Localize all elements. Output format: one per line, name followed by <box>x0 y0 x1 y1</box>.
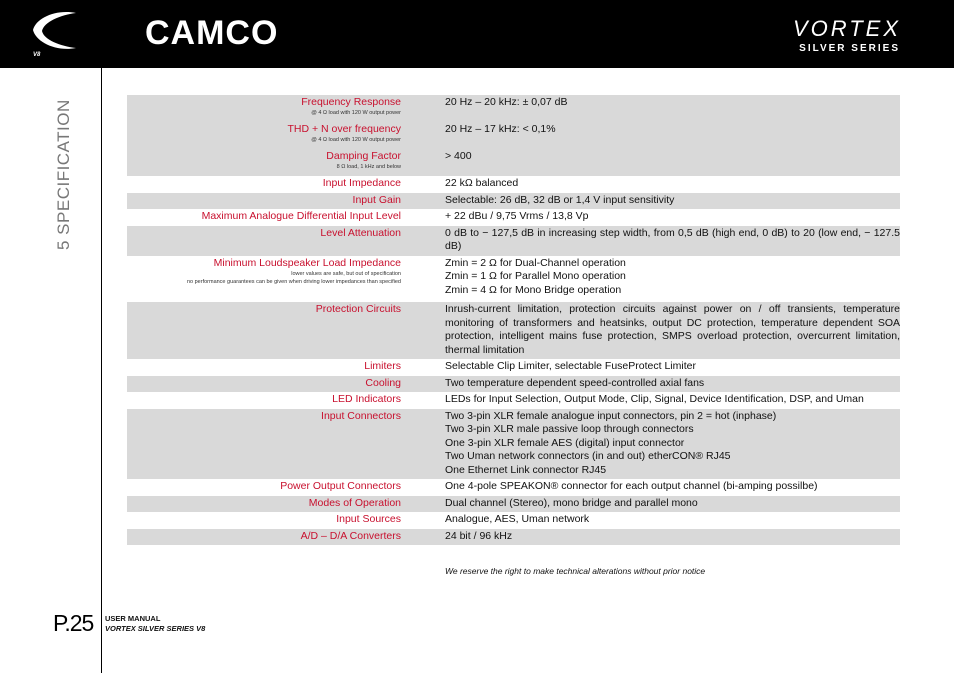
spec-value: Two temperature dependent speed-controlled axial fans <box>445 376 705 389</box>
spec-gap-cell <box>401 176 445 193</box>
spec-gap-cell <box>401 359 445 376</box>
spec-row <box>127 149 900 176</box>
spec-gap-cell <box>401 209 445 226</box>
section-title: 5 SPECIFICATION <box>54 99 73 250</box>
page-number: P.25 <box>53 610 94 636</box>
spec-value-cell <box>445 409 900 480</box>
spec-label-cell <box>127 529 401 546</box>
margin-divider <box>101 68 102 673</box>
spec-gap-cell <box>401 193 445 210</box>
spec-label-cell <box>127 256 401 303</box>
spec-gap-cell <box>401 409 445 480</box>
spec-label: Minimum Loudspeaker Load Impedance <box>213 256 401 269</box>
spec-value-cell <box>445 95 900 122</box>
spec-label: Level Attenuation <box>320 226 401 239</box>
spec-row <box>127 122 900 149</box>
spec-value: One Ethernet Link connector RJ45 <box>445 463 607 476</box>
spec-label: Input Sources <box>336 513 401 525</box>
spec-label-cell <box>127 496 401 513</box>
spec-gap-cell <box>401 496 445 513</box>
spec-label: Damping Factor <box>326 150 401 162</box>
spec-label-cell <box>127 512 401 529</box>
spec-value-cell <box>445 496 900 513</box>
spec-row <box>127 193 900 210</box>
spec-value: 22 kΩ balanced <box>445 177 519 189</box>
spec-row <box>127 359 900 376</box>
spec-value: Dual channel (Stereo), mono bridge and parallel mono <box>445 496 698 509</box>
spec-label: LED Indicators <box>332 393 401 405</box>
spec-value-cell <box>445 122 900 149</box>
spec-value: Selectable: 26 dB, 32 dB or 1,4 V input sensitivity <box>445 193 675 206</box>
spec-label-note: @ 4 Ω load with 120 W output power <box>311 110 401 116</box>
spec-label-note: 8 Ω load, 1 kHz and below <box>336 164 401 170</box>
spec-value-cell <box>445 392 900 409</box>
spec-value: Two 3-pin XLR female analogue input connectors, pin 2 = hot (inphase) <box>445 409 777 422</box>
spec-gap-cell <box>401 392 445 409</box>
spec-value: Zmin = 4 Ω for Mono Bridge operation <box>445 283 622 296</box>
spec-value: + 22 dBu / 9,75 Vrms / 13,8 Vp <box>445 210 589 222</box>
spec-value: 24 bit / 96 kHz <box>445 529 513 542</box>
spec-gap-cell <box>401 302 445 359</box>
header-bar <box>0 0 954 68</box>
spec-gap-cell <box>401 479 445 496</box>
footer-line-1: USER MANUAL <box>105 614 161 623</box>
spec-row <box>127 226 900 256</box>
spec-label: Power Output Connectors <box>280 480 401 492</box>
spec-label-cell <box>127 226 401 256</box>
footer-line-2: VORTEX SILVER SERIES V8 <box>105 624 206 633</box>
spec-gap-cell <box>401 95 445 122</box>
spec-label: A/D – D/A Converters <box>300 529 401 542</box>
spec-row <box>127 496 900 513</box>
spec-row <box>127 209 900 226</box>
spec-value-cell <box>445 512 900 529</box>
spec-row <box>127 479 900 496</box>
spec-row <box>127 302 900 359</box>
spec-value: Selectable Clip Limiter, selectable FuseProtect Limiter <box>445 360 696 372</box>
spec-label-cell <box>127 479 401 496</box>
spec-label-cell <box>127 149 401 176</box>
model-tag: V8 <box>33 52 41 58</box>
spec-gap-cell <box>401 256 445 303</box>
spec-row <box>127 256 900 303</box>
spec-label-cell <box>127 392 401 409</box>
spec-value: One 4-pole SPEAKON® connector for each output channel (bi-amping possilbe) <box>445 480 818 492</box>
spec-value-cell <box>445 226 900 256</box>
spec-value: 0 dB to − 127,5 dB in increasing step width, from 0,5 dB (high end, 0 dB) to 20 (low end, − 127.5 dB) <box>445 226 900 252</box>
spec-value: Inrush-current limitation, protection circuits against power on / off transients, temperature monitoring of transformers and heatsinks, output DC protection, temperature dependent SOA protection, intelligent mains fuse protection, SMPS overload protection, overcurrent limitation, thermal limitation <box>445 303 900 356</box>
spec-value-cell <box>445 479 900 496</box>
spec-label-cell <box>127 409 401 480</box>
spec-label-cell <box>127 95 401 122</box>
spec-row <box>127 392 900 409</box>
brand-logo: CAMCO <box>145 14 279 52</box>
spec-label-note: no performance guarantees can be given when driving lower impedances than specified <box>186 278 401 285</box>
spec-value: > 400 <box>445 150 472 162</box>
footer-manual-label <box>105 614 205 634</box>
spec-label-cell <box>127 176 401 193</box>
spec-value-cell <box>445 256 900 303</box>
footnote: We reserve the right to make technical alterations without prior notice <box>445 566 706 576</box>
spec-row <box>127 529 900 546</box>
spec-label: Input Gain <box>352 193 401 206</box>
spec-gap-cell <box>401 376 445 393</box>
spec-label: Modes of Operation <box>308 496 401 509</box>
spec-label: Input Connectors <box>321 409 401 422</box>
spec-value-cell <box>445 529 900 546</box>
camco-swoosh-logo-icon <box>30 10 78 52</box>
spec-value-cell <box>445 302 900 359</box>
spec-gap-cell <box>401 149 445 176</box>
spec-value: 20 Hz – 17 kHz: < 0,1% <box>445 123 556 135</box>
spec-value-cell <box>445 359 900 376</box>
spec-row <box>127 409 900 480</box>
spec-label: Input Impedance <box>322 177 401 189</box>
spec-label: THD + N over frequency <box>287 123 401 135</box>
spec-value-cell <box>445 209 900 226</box>
spec-value: LEDs for Input Selection, Output Mode, Clip, Signal, Device Identification, DSP, and Uman <box>445 393 864 405</box>
spec-value-cell <box>445 193 900 210</box>
spec-gap-cell <box>401 122 445 149</box>
spec-label-cell <box>127 122 401 149</box>
spec-gap-cell <box>401 512 445 529</box>
spec-value: One 3-pin XLR female AES (digital) input connector <box>445 436 685 449</box>
spec-label-note: @ 4 Ω load with 120 W output power <box>311 137 401 143</box>
spec-value-cell <box>445 176 900 193</box>
spec-row <box>127 176 900 193</box>
series-name: SILVER SERIES <box>799 43 900 54</box>
spec-row <box>127 512 900 529</box>
spec-label: Cooling <box>365 376 401 389</box>
spec-label-cell <box>127 302 401 359</box>
spec-label: Protection Circuits <box>315 303 401 315</box>
spec-value: Zmin = 1 Ω for Parallel Mono operation <box>445 270 626 282</box>
spec-value-cell <box>445 149 900 176</box>
spec-label-note: lower values are safe, but out of specification <box>291 270 401 277</box>
spec-label: Limiters <box>364 360 401 372</box>
spec-value-cell <box>445 376 900 393</box>
spec-row <box>127 376 900 393</box>
spec-gap-cell <box>401 226 445 256</box>
spec-gap-cell <box>401 529 445 546</box>
spec-value: Zmin = 2 Ω for Dual-Channel operation <box>445 256 626 269</box>
spec-label: Frequency Response <box>301 96 401 108</box>
spec-value: Analogue, AES, Uman network <box>445 513 590 525</box>
spec-value: 20 Hz – 20 kHz: ± 0,07 dB <box>445 96 568 108</box>
spec-row <box>127 95 900 122</box>
spec-label-cell <box>127 209 401 226</box>
spec-label-cell <box>127 376 401 393</box>
spec-label: Maximum Analogue Differential Input Level <box>201 210 401 222</box>
spec-label-cell <box>127 359 401 376</box>
spec-label-cell <box>127 193 401 210</box>
spec-value: Two 3-pin XLR male passive loop through connectors <box>445 423 694 435</box>
product-name: VORTEX <box>792 16 901 41</box>
spec-table <box>127 95 900 545</box>
spec-value: Two Uman network connectors (in and out) etherCON® RJ45 <box>445 450 731 462</box>
